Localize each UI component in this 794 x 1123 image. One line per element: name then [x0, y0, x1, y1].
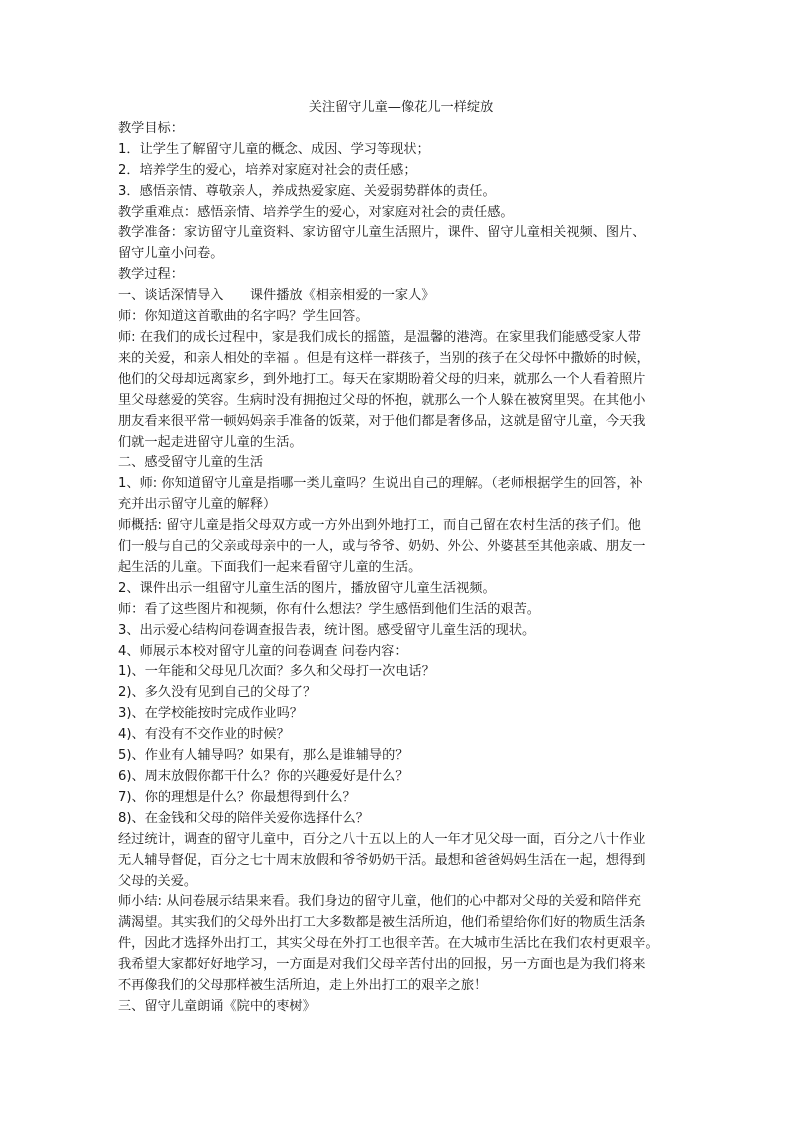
section-1-heading: 一、谈话深情导入 课件播放《相亲相爱的一家人》: [118, 288, 435, 304]
section-1-line: 来的关爱，和亲人相处的幸福 。但是有这样一群孩子，当别的孩子在父母怀中撒娇的时候，: [118, 350, 650, 366]
section-1-line: 师: 在我们的成长过程中，家是我们成长的摇篮，是温馨的港湾。在家里我们能感受家人带: [118, 329, 641, 345]
section-1-line: 们就一起走进留守儿童的生活。: [118, 434, 303, 450]
question-item: 4)、有没有不交作业的时候？: [118, 727, 290, 743]
section-2-line: 3、出示爱心结构问卷调查报告表，统计图。感受留守儿童生活的现状。: [118, 622, 536, 638]
process-heading: 教学过程：: [118, 267, 184, 283]
goal-item: 3．感悟亲情、尊敬亲人，养成热爱家庭、关爱弱势群体的责任。: [118, 183, 496, 199]
section-2-heading: 二、感受留守儿童的生活: [118, 455, 264, 471]
section-1-line: 他们的父母却远离家乡，到外地打工。每天在家期盼着父母的归来，就那么一个人看着照片: [118, 371, 646, 387]
goal-item: 2．培养学生的爱心，培养对家庭对社会的责任感；: [118, 162, 417, 178]
question-item: 7)、你的理想是什么？你最想得到什么？: [118, 789, 356, 805]
section-1-line: 里父母慈爱的笑容。生病时没有拥抱过父母的怀抱，就那么一个人躲在被窝里哭。在其他小: [118, 392, 646, 408]
question-item: 1)、一年能和父母见几次面？多久和父母打一次电话？: [118, 664, 435, 680]
section-2-line: 1、师: 你知道留守儿童是指哪一类儿童吗？生说出自己的理解。（老师根据学生的回答，补: [118, 476, 643, 492]
section-2-line: 充并出示留守儿童的解释）: [118, 497, 277, 513]
question-item: 5)、作业有人辅导吗？如果有，那么是谁辅导的？: [118, 748, 409, 764]
summary-line: 件，因此才选择外出打工，其实父母在外打工也很辛苦。在大城市生活比在我们农村更艰辛。: [118, 936, 659, 952]
section-2-line: 4、师展示本校对留守儿童的问卷调查 问卷内容：: [118, 643, 408, 659]
question-item: 8)、在金钱和父母的陪伴关爱你选择什么？: [118, 810, 369, 826]
section-2-line: 起生活的儿童。下面我们一起来看留守儿童的生活。: [118, 559, 422, 575]
section-3-heading: 三、留守儿童朗诵《院中的枣树》: [118, 998, 316, 1014]
stats-line: 经过统计，调查的留守儿童中，百分之八十五以上的人一年才见父母一面，百分之八十作业: [118, 831, 646, 847]
section-1-line: 朋友看来很平常一顿妈妈亲手准备的饭菜，对于他们都是奢侈品，这就是留守儿童，今天我: [118, 413, 646, 429]
document-title: 关注留守儿童—像花儿一样绽放: [308, 100, 494, 115]
document-page: [118, 98, 684, 1018]
goal-item: 1．让学生了解留守儿童的概念、成因、学习等现状；: [118, 141, 430, 157]
summary-line: 不再像我们的父母那样被生活所迫，走上外出打工的艰辛之旅！: [118, 978, 488, 994]
summary-line: 师小结: 从问卷展示结果来看。我们身边的留守儿童，他们的心中都对父母的关爱和陪伴充: [118, 894, 641, 910]
stats-line: 父母的关爱。: [118, 873, 198, 889]
question-item: 6)、周末放假你都干什么？你的兴趣爱好是什么？: [118, 769, 409, 784]
question-item: 3)、在学校能按时完成作业吗？: [118, 706, 303, 722]
preparation-line: 教学准备：家访留守儿童资料、家访留守儿童生活照片，课件、留守儿童相关视频、图片、: [118, 225, 646, 241]
section-2-line: 师：看了这些图片和视频，你有什么想法？学生感悟到他们生活的艰苦。: [118, 601, 540, 617]
section-2-line: 2、课件出示一组留守儿童生活的图片，播放留守儿童生活视频。: [118, 580, 496, 596]
section-2-line: 们一般与自己的父亲或母亲中的一人，或与爷爷、奶奶、外公、外婆甚至其他亲戚、朋友一: [118, 539, 646, 555]
goals-heading: 教学目标：: [118, 120, 184, 136]
preparation-line: 留守儿童小问卷。: [118, 246, 224, 262]
section-2-line: 师概括: 留守儿童是指父母双方或一方外出到外地打工，而自己留在农村生活的孩子们。他: [118, 518, 641, 534]
summary-line: 我希望大家都好好地学习，一方面是对我们父母辛苦付出的回报，另一方面也是为我们将来: [118, 957, 646, 973]
section-1-line: 师：你知道这首歌曲的名字吗？学生回答。: [118, 309, 369, 325]
key-points: 教学重难点：感悟亲情、培养学生的爱心，对家庭对社会的责任感。: [118, 204, 514, 220]
summary-line: 满渴望。其实我们的父母外出打工大多数都是被生活所迫，他们希望给你们好的物质生活条: [118, 915, 646, 931]
question-item: 2)、多久没有见到自己的父母了？: [118, 685, 317, 701]
stats-line: 无人辅导督促，百分之七十周末放假和爷爷奶奶干活。最想和爸爸妈妈生活在一起，想得到: [118, 852, 646, 868]
